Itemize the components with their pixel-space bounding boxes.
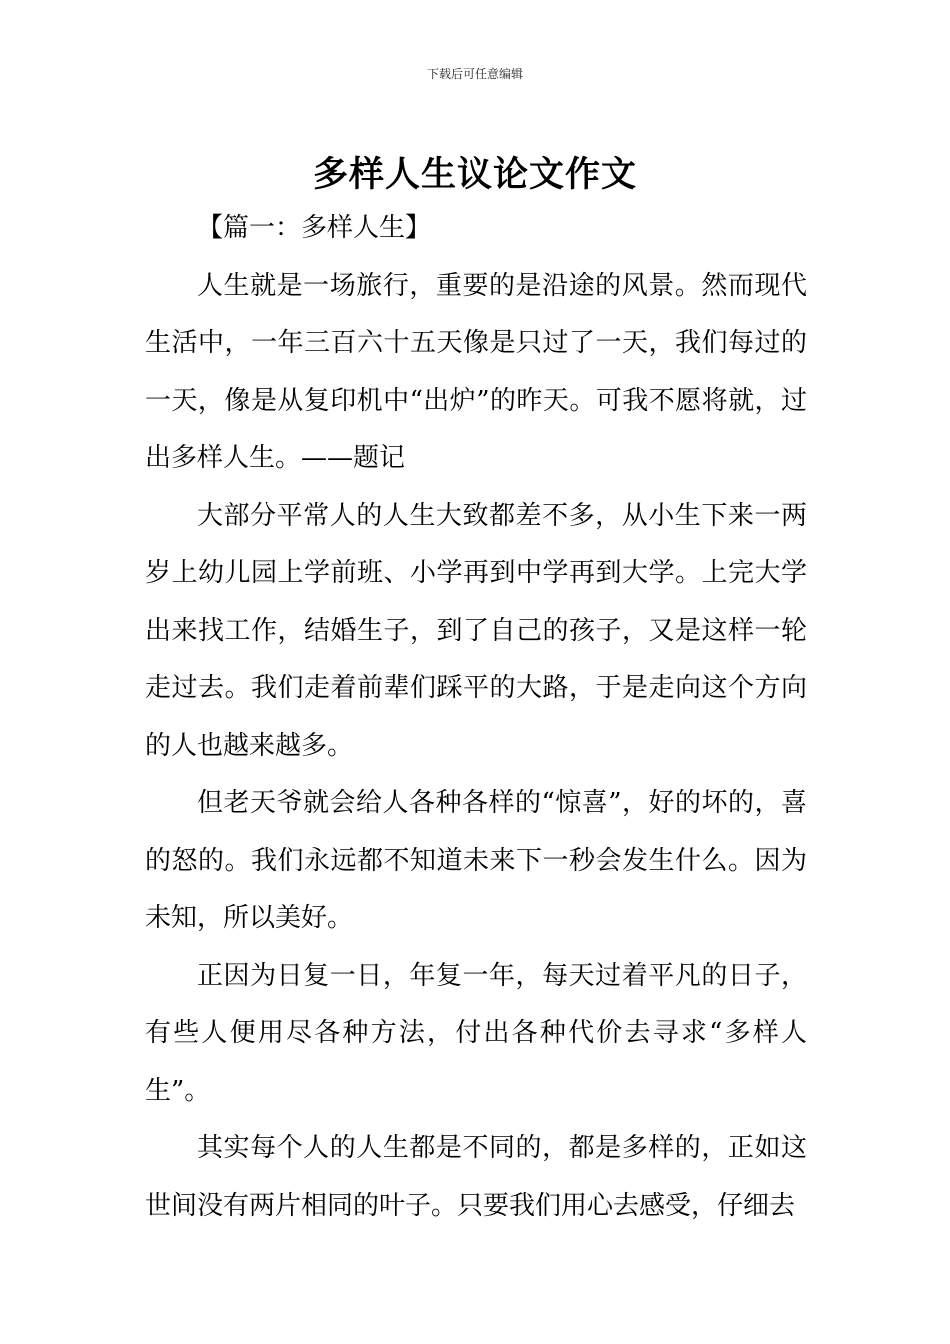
paragraph-5: 其实每个人的人生都是不同的，都是多样的，正如这世间没有两片相同的叶子。只要我们用心去感受，仔细去 [145,1133,807,1221]
paragraph-1: 人生就是一场旅行，重要的是沿途的风景。然而现代生活中，一年三百六十五天像是只过了一天，我们每过的一天，像是从复印机中“出炉”的昨天。可我不愿将就，过出多样人生。——题记 [145,270,807,473]
document-title: 多样人生议论文作文 [312,154,637,196]
section-heading: 【篇一：多样人生】 [197,213,432,243]
paragraph-2: 大部分平常人的人生大致都差不多，从小生下来一两岁上幼儿园上学前班、小学再到中学再到大学。上完大学出来找工作，结婚生子，到了自己的孩子，又是这样一轮走过去。我们走着前辈们踩平的大路，于是走向这个方向的人也越来越多。 [145,500,807,761]
paragraph-4: 正因为日复一日，年复一年，每天过着平凡的日子，有些人便用尽各种方法，付出各种代价去寻求“多样人生”。 [145,960,807,1106]
paragraph-3: 但老天爷就会给人各种各样的“惊喜”，好的坏的，喜的怒的。我们永远都不知道未来下一秒会发生什么。因为未知，所以美好。 [145,788,807,933]
header-note: 下载后可任意编辑 [426,67,523,81]
document-body [145,200,807,1235]
